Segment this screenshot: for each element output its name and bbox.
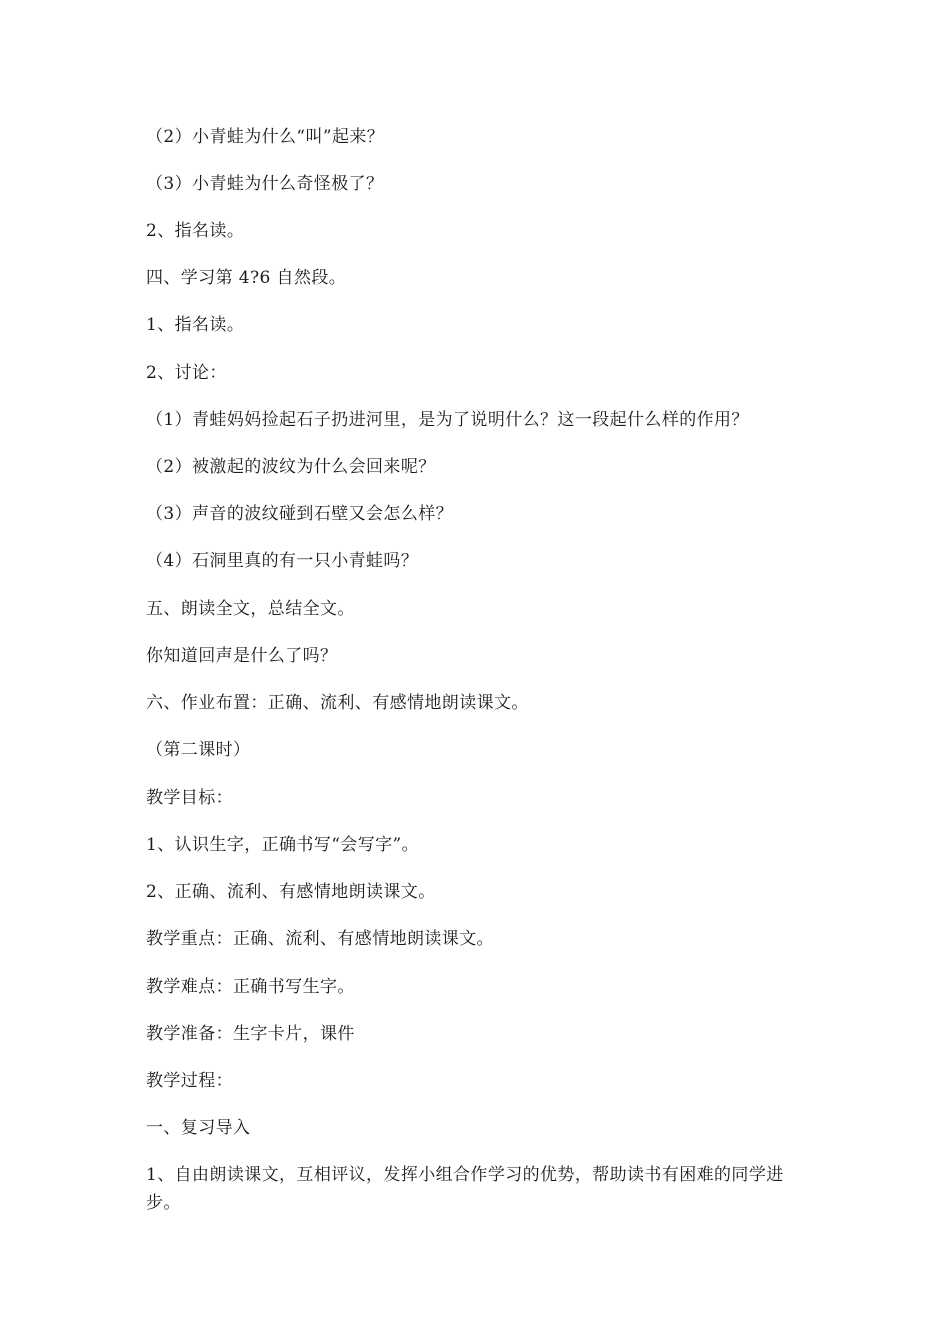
question-line: （3）声音的波纹碰到石壁又会怎么样？ [146,504,454,524]
paragraph-line: 教学难点：正确书写生字。 [146,977,355,997]
paragraph-line: 教学过程： [146,1071,233,1091]
question-line: （1）青蛙妈妈捡起石子扔进河里，是为了说明什么？这一段起什么样的作用？ [146,410,749,430]
section-heading: 四、学习第 4?6 自然段。 [146,268,347,288]
step-line: 2、讨论： [146,363,227,383]
paragraph-line: 1、自由朗读课文，互相评议，发挥小组合作学习的优势，帮助读书有困难的同学进步。 [146,1165,784,1213]
section-heading: 一、复习导入 [146,1118,251,1138]
paragraph-line: 教学准备：生字卡片，课件 [146,1024,355,1044]
section-heading: 五、朗读全文，总结全文。 [146,599,355,619]
step-line: 1、认识生字，正确书写“会写字”。 [146,835,419,855]
step-line: 2、正确、流利、有感情地朗读课文。 [146,882,436,902]
paragraph-line: 教学重点：正确、流利、有感情地朗读课文。 [146,929,494,949]
question-line: （3）小青蛙为什么奇怪极了？ [146,174,384,194]
lesson-period-label: （第二课时） [146,740,251,760]
step-line: 2、指名读。 [146,221,245,241]
paragraph-line: 你知道回声是什么了吗？ [146,646,338,666]
step-line: 1、指名读。 [146,315,245,335]
question-line: （2）小青蛙为什么“叫”起来？ [146,127,385,147]
question-line: （4）石洞里真的有一只小青蛙吗？ [146,551,419,571]
question-line: （2）被激起的波纹为什么会回来呢？ [146,457,436,477]
paragraph-line: 教学目标： [146,788,233,808]
section-heading: 六、作业布置：正确、流利、有感情地朗读课文。 [146,693,529,713]
